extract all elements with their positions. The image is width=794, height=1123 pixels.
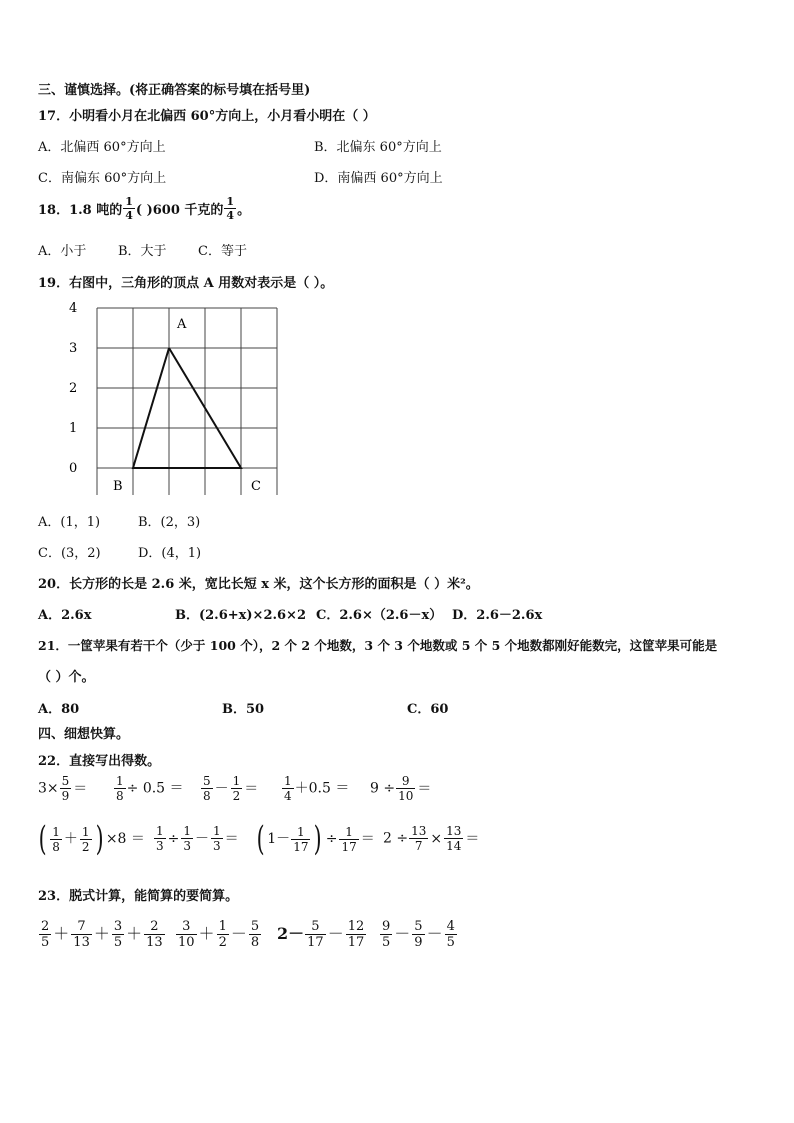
denominator: 5 xyxy=(113,935,123,950)
q19-option-c: C．(3，2) xyxy=(38,546,101,561)
fraction xyxy=(224,196,236,221)
expr-text: 1－ xyxy=(267,831,291,847)
denominator: 10 xyxy=(398,789,414,803)
q17-option-d: D．南偏西 60°方向上 xyxy=(314,171,443,186)
fraction xyxy=(409,825,428,852)
q20-option-c: C．2.6×（2.6－x） xyxy=(316,608,443,623)
denominator: 13 xyxy=(146,935,163,950)
denominator: 3 xyxy=(213,839,221,853)
expression-22-3 xyxy=(200,775,259,802)
denominator: 2 xyxy=(218,935,227,950)
section-3-title: 三、谨慎选择。(将正确答案的标号填在括号里) xyxy=(38,83,311,98)
coordinate-grid xyxy=(55,300,305,495)
fraction xyxy=(249,920,261,949)
fraction xyxy=(144,920,165,949)
fraction xyxy=(339,826,358,853)
y-axis-tick-label: 1 xyxy=(69,421,78,436)
fraction xyxy=(305,920,326,949)
expression-23-2 xyxy=(175,920,262,949)
operator: － xyxy=(214,780,229,797)
denominator: 4 xyxy=(125,209,133,222)
numerator: 1 xyxy=(183,824,192,838)
denominator: 4 xyxy=(284,789,292,803)
numerator: 5 xyxy=(61,774,70,788)
expression-22-1 xyxy=(38,775,88,802)
operator: ＋ xyxy=(63,831,78,847)
expression-22-2 xyxy=(113,775,184,802)
q19-option-b: B．(2，3) xyxy=(138,515,201,530)
numerator: 9 xyxy=(382,919,391,934)
operator: ÷ xyxy=(325,831,338,847)
y-axis-tick-label: 4 xyxy=(69,301,78,316)
denominator: 14 xyxy=(446,839,462,853)
numerator: 3 xyxy=(176,920,197,935)
fraction xyxy=(71,920,92,949)
expression-22-4 xyxy=(281,775,349,802)
expr-text: 2－ xyxy=(277,924,305,943)
fraction xyxy=(231,775,243,802)
denominator: 3 xyxy=(183,839,192,853)
y-axis-tick-label: 2 xyxy=(69,381,78,396)
operator: － xyxy=(426,924,443,943)
numerator: 3 xyxy=(113,919,123,934)
expression-23-4 xyxy=(379,920,458,949)
fraction xyxy=(154,825,166,852)
numerator: 12 xyxy=(347,919,365,934)
fraction xyxy=(176,920,197,949)
fraction xyxy=(114,775,126,802)
denominator: 10 xyxy=(178,935,195,950)
numerator: 7 xyxy=(71,920,92,935)
expression-22-5 xyxy=(370,775,432,802)
operator: ＋ xyxy=(126,924,143,943)
q17-option-c: C．南偏东 60°方向上 xyxy=(38,171,167,186)
operator: － xyxy=(230,924,247,943)
numerator: 4 xyxy=(446,919,455,934)
fraction xyxy=(380,920,392,949)
q23-stem: 23．脱式计算，能简算的要简算。 xyxy=(38,889,239,904)
q21-option-b: B．50 xyxy=(222,702,265,717)
q21-stem-line-1: 21．一筐苹果有若干个（少于 100 个），2 个 2 个地数，3 个 3 个地数或 5 个 5 个地数都刚好能数完，这筐苹果可能是 xyxy=(38,638,718,653)
denominator: 2 xyxy=(232,789,241,803)
expr-text: 3× xyxy=(38,780,59,797)
fraction xyxy=(112,920,124,949)
equals-sign: ＝ xyxy=(417,780,432,797)
expression-23-1 xyxy=(38,920,166,949)
denominator: 17 xyxy=(307,935,324,950)
denominator: 3 xyxy=(156,839,164,853)
q21-option-c: C．60 xyxy=(407,702,449,717)
fraction xyxy=(211,825,223,852)
q22-stem: 22．直接写出得数。 xyxy=(38,754,161,769)
fraction xyxy=(181,825,193,852)
numerator: 1 xyxy=(213,824,221,838)
denominator: 4 xyxy=(226,209,235,222)
numerator: 1 xyxy=(218,919,227,934)
operator: － xyxy=(327,924,344,943)
numerator: 2 xyxy=(144,920,165,935)
denominator: 8 xyxy=(52,839,60,854)
left-paren: ( xyxy=(256,819,265,859)
q21-option-a: A．80 xyxy=(38,702,80,717)
q19-stem: 19．右图中，三角形的顶点 A 用数对表示是（ ）。 xyxy=(38,276,334,291)
q20-option-b: B．(2.6+x)×2.6×2 xyxy=(175,608,306,623)
right-paren: ) xyxy=(314,819,323,859)
grid-lines xyxy=(97,308,277,495)
vertex-a-label: A xyxy=(177,317,187,332)
denominator: 8 xyxy=(203,789,211,803)
numerator: 13 xyxy=(446,824,462,838)
numerator: 1 xyxy=(125,195,133,208)
q18-option-c: C．等于 xyxy=(198,244,247,259)
expression-23-3 xyxy=(277,920,367,949)
operator: ＋ xyxy=(198,924,215,943)
q17-option-b: B．北偏东 60°方向上 xyxy=(314,140,442,155)
expr-text: 2 ÷ xyxy=(383,830,409,847)
numerator: 1 xyxy=(52,824,60,839)
q18-stem xyxy=(38,196,250,221)
expr-text: ×8 ＝ xyxy=(105,831,145,847)
numerator: 5 xyxy=(250,919,260,934)
fraction xyxy=(412,920,424,949)
numerator: 1 xyxy=(232,774,241,788)
numerator: 1 xyxy=(226,195,235,208)
denominator: 13 xyxy=(73,935,90,950)
right-paren: ) xyxy=(95,819,104,859)
numerator: 5 xyxy=(414,919,423,934)
numerator: 1 xyxy=(339,826,358,840)
expr-text: ＋0.5 ＝ xyxy=(294,780,350,797)
equals-sign: ＝ xyxy=(224,830,239,847)
triangle xyxy=(133,348,241,468)
equals-sign: ＝ xyxy=(360,831,375,847)
fraction xyxy=(444,825,463,852)
numerator: 1 xyxy=(156,824,164,838)
numerator: 5 xyxy=(305,920,326,935)
denominator: 17 xyxy=(347,935,365,950)
fraction xyxy=(282,775,294,802)
numerator: 1 xyxy=(116,774,124,788)
q19-option-d: D．(4，1) xyxy=(138,546,202,561)
y-axis-tick-label: 0 xyxy=(69,461,78,476)
expression-22-7 xyxy=(153,825,240,852)
operator: － xyxy=(394,924,411,943)
numerator: 1 xyxy=(284,774,292,788)
denominator: 2 xyxy=(81,839,90,854)
fraction xyxy=(60,775,72,802)
fraction xyxy=(346,920,367,949)
operator: ＋ xyxy=(53,924,70,943)
expression-22-6 xyxy=(36,819,145,859)
numerator: 9 xyxy=(396,775,415,789)
fraction xyxy=(396,775,415,802)
q18-text-2: ( )600 千克的 xyxy=(135,203,224,218)
fraction xyxy=(123,196,135,221)
operator: ÷ xyxy=(167,830,180,847)
fraction xyxy=(39,920,51,949)
q20-stem: 20．长方形的长是 2.6 米，宽比长短 x 米，这个长方形的面积是（ ）米²。 xyxy=(38,577,479,592)
equals-sign: ＝ xyxy=(244,780,259,797)
fraction xyxy=(50,826,62,853)
q18-option-a: A．小于 xyxy=(38,244,87,259)
q18-text-1: 1.8 吨的 xyxy=(69,203,123,218)
expr-text: ÷ 0.5 ＝ xyxy=(126,780,184,797)
operator: × xyxy=(430,830,443,847)
q17-option-a: A．北偏西 60°方向上 xyxy=(38,140,166,155)
q18-text-3: 。 xyxy=(237,203,251,218)
equals-sign: ＝ xyxy=(73,780,88,797)
numerator: 1 xyxy=(81,824,90,839)
q17-stem: 17．小明看小月在北偏西 60°方向上，小月看小明在（ ） xyxy=(38,109,376,124)
denominator: 5 xyxy=(446,935,455,950)
left-paren: ( xyxy=(38,819,47,859)
denominator: 9 xyxy=(61,789,70,803)
denominator: 5 xyxy=(41,935,50,950)
numerator: 1 xyxy=(291,826,310,840)
fraction xyxy=(201,775,213,802)
expression-22-8 xyxy=(254,819,376,859)
numerator: 13 xyxy=(411,824,427,838)
denominator: 5 xyxy=(382,935,391,950)
fraction xyxy=(217,920,229,949)
denominator: 9 xyxy=(414,935,423,950)
denominator: 8 xyxy=(250,935,260,950)
numerator: 5 xyxy=(203,774,211,788)
fraction xyxy=(80,826,92,853)
fraction xyxy=(291,826,310,853)
operator: ＋ xyxy=(93,924,110,943)
q21-stem-line-2: （ ）个。 xyxy=(38,670,95,685)
expression-22-9 xyxy=(383,825,480,852)
operator: － xyxy=(195,830,210,847)
denominator: 8 xyxy=(116,789,124,803)
section-4-title: 四、细想快算。 xyxy=(38,727,130,742)
vertex-c-label: C xyxy=(251,479,261,494)
q18-option-b: B．大于 xyxy=(118,244,167,259)
q18-number: 18． xyxy=(38,203,70,218)
equals-sign: ＝ xyxy=(465,830,480,847)
denominator: 7 xyxy=(414,839,423,853)
q19-option-a: A．(1，1) xyxy=(38,515,101,530)
vertex-b-label: B xyxy=(113,479,123,494)
q20-option-d: D．2.6－2.6x xyxy=(452,608,543,623)
y-axis-labels xyxy=(69,301,77,476)
q20-option-a: A．2.6x xyxy=(38,608,92,623)
denominator: 17 xyxy=(341,839,357,854)
y-axis-tick-label: 3 xyxy=(69,341,78,356)
fraction xyxy=(445,920,457,949)
expr-text: 9 ÷ xyxy=(370,780,396,797)
numerator: 2 xyxy=(41,919,50,934)
denominator: 17 xyxy=(293,839,309,854)
